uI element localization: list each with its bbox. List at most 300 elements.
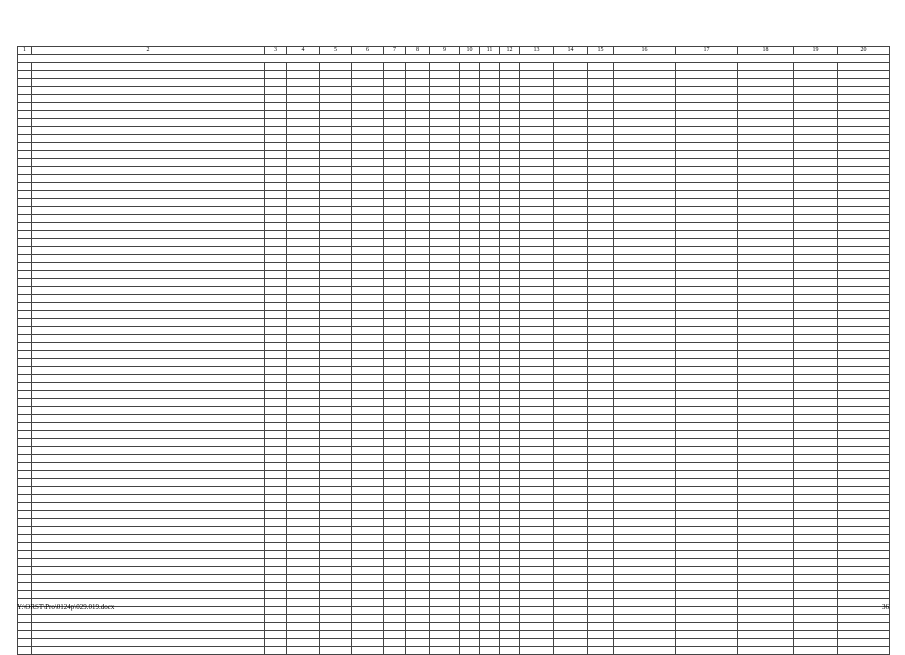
table-cell (520, 391, 554, 399)
table-cell (738, 599, 794, 607)
table-cell (460, 415, 480, 423)
table-cell (838, 479, 890, 487)
table-cell (460, 183, 480, 191)
table-cell (676, 631, 738, 639)
table-cell (352, 471, 384, 479)
table-cell (265, 239, 287, 247)
table-cell (430, 191, 460, 199)
table-cell (406, 567, 430, 575)
table-cell (406, 551, 430, 559)
table-cell (18, 79, 32, 87)
table-cell (352, 247, 384, 255)
table-cell (794, 383, 838, 391)
table-cell (32, 399, 265, 407)
table-cell (738, 231, 794, 239)
table-cell (676, 359, 738, 367)
table-cell (794, 231, 838, 239)
column-number-row (18, 47, 890, 55)
table-cell (480, 551, 500, 559)
table-cell (352, 239, 384, 247)
table-cell (265, 535, 287, 543)
table-cell (614, 415, 676, 423)
table-cell (265, 199, 287, 207)
table-cell (406, 159, 430, 167)
table-cell (287, 319, 320, 327)
table-cell (500, 263, 520, 271)
table-cell (738, 335, 794, 343)
table-cell (676, 255, 738, 263)
table-cell (676, 71, 738, 79)
table-cell (794, 159, 838, 167)
table-cell (32, 447, 265, 455)
table-cell (430, 295, 460, 303)
table-cell (588, 447, 614, 455)
table-cell (18, 495, 32, 503)
table-cell (614, 511, 676, 519)
table-cell (32, 591, 265, 599)
table-cell (384, 527, 406, 535)
table-cell (554, 415, 588, 423)
table-cell (738, 415, 794, 423)
table-cell (406, 143, 430, 151)
table-cell (352, 71, 384, 79)
section-title (18, 55, 890, 63)
table-cell (384, 647, 406, 655)
table-cell (500, 335, 520, 343)
table-cell (738, 551, 794, 559)
table-cell (460, 375, 480, 383)
table-cell (500, 79, 520, 87)
table-cell (287, 151, 320, 159)
table-cell (480, 167, 500, 175)
table-cell (384, 591, 406, 599)
table-cell (406, 255, 430, 263)
table-cell (406, 263, 430, 271)
table-row (18, 159, 890, 167)
table-cell (406, 359, 430, 367)
table-cell (406, 511, 430, 519)
table-cell (480, 367, 500, 375)
table-cell (32, 287, 265, 295)
table-cell (265, 607, 287, 615)
table-cell (794, 279, 838, 287)
table-cell (588, 543, 614, 551)
table-cell (32, 95, 265, 103)
table-cell (794, 319, 838, 327)
table-cell (287, 287, 320, 295)
table-cell (838, 247, 890, 255)
table-cell (554, 199, 588, 207)
table-cell (406, 343, 430, 351)
table-cell (500, 455, 520, 463)
table-row (18, 447, 890, 455)
table-cell (265, 135, 287, 143)
table-cell (460, 503, 480, 511)
table-cell (614, 335, 676, 343)
table-cell (480, 119, 500, 127)
table-cell (520, 303, 554, 311)
table-cell (520, 559, 554, 567)
table-cell (460, 327, 480, 335)
table-cell (352, 319, 384, 327)
table-cell (352, 191, 384, 199)
table-cell (480, 127, 500, 135)
table-cell (676, 375, 738, 383)
table-cell (32, 383, 265, 391)
table-cell (588, 271, 614, 279)
table-cell (520, 431, 554, 439)
table-cell (406, 607, 430, 615)
table-cell (738, 527, 794, 535)
table-cell (384, 111, 406, 119)
table-cell (320, 319, 352, 327)
table-cell (676, 623, 738, 631)
table-cell (32, 215, 265, 223)
table-cell (320, 327, 352, 335)
table-cell (287, 271, 320, 279)
table-cell (480, 495, 500, 503)
table-cell (460, 239, 480, 247)
table-cell (554, 151, 588, 159)
column-number-cell: 16 (614, 47, 676, 55)
table-cell (738, 239, 794, 247)
table-cell (794, 127, 838, 135)
table-cell (384, 583, 406, 591)
table-cell (676, 463, 738, 471)
table-cell (287, 439, 320, 447)
table-cell (614, 167, 676, 175)
table-cell (430, 351, 460, 359)
table-cell (18, 231, 32, 239)
table-cell (352, 303, 384, 311)
table-cell (738, 359, 794, 367)
table-cell (406, 119, 430, 127)
table-cell (18, 215, 32, 223)
table-cell (614, 175, 676, 183)
table-cell (287, 375, 320, 383)
table-cell (588, 503, 614, 511)
table-cell (676, 175, 738, 183)
table-cell (614, 479, 676, 487)
table-cell (430, 439, 460, 447)
table-cell (460, 319, 480, 327)
table-cell (265, 143, 287, 151)
table-cell (676, 95, 738, 103)
table-cell (32, 111, 265, 119)
table-cell (588, 279, 614, 287)
table-cell (32, 407, 265, 415)
table-cell (18, 159, 32, 167)
table-cell (738, 295, 794, 303)
table-cell (738, 519, 794, 527)
table-cell (838, 503, 890, 511)
table-cell (320, 335, 352, 343)
table-cell (287, 367, 320, 375)
table-cell (430, 183, 460, 191)
table-cell (676, 279, 738, 287)
table-cell (18, 295, 32, 303)
table-cell (18, 615, 32, 623)
table-cell (265, 415, 287, 423)
table-cell (287, 471, 320, 479)
table-cell (265, 503, 287, 511)
table-cell (352, 439, 384, 447)
table-cell (265, 151, 287, 159)
table-cell (588, 103, 614, 111)
table-cell (406, 319, 430, 327)
table-cell (614, 599, 676, 607)
table-cell (554, 631, 588, 639)
table-cell (430, 255, 460, 263)
table-cell (794, 407, 838, 415)
table-cell (32, 623, 265, 631)
table-row (18, 407, 890, 415)
table-cell (352, 167, 384, 175)
table-cell (320, 95, 352, 103)
table-cell (794, 79, 838, 87)
table-cell (352, 423, 384, 431)
table-cell (430, 607, 460, 615)
table-cell (384, 607, 406, 615)
table-cell (18, 359, 32, 367)
table-cell (352, 343, 384, 351)
table-cell (838, 391, 890, 399)
table-cell (384, 87, 406, 95)
table-cell (554, 615, 588, 623)
table-cell (18, 239, 32, 247)
table-cell (738, 255, 794, 263)
table-cell (794, 511, 838, 519)
table-cell (406, 463, 430, 471)
table-cell (320, 543, 352, 551)
table-cell (588, 591, 614, 599)
table-cell (676, 615, 738, 623)
table-cell (384, 599, 406, 607)
table-cell (480, 303, 500, 311)
table-cell (480, 463, 500, 471)
table-cell (352, 199, 384, 207)
table-cell (430, 239, 460, 247)
table-cell (430, 199, 460, 207)
table-cell (32, 223, 265, 231)
table-cell (384, 79, 406, 87)
table-cell (287, 567, 320, 575)
table-cell (320, 287, 352, 295)
table-cell (480, 159, 500, 167)
table-cell (32, 615, 265, 623)
table-cell (430, 111, 460, 119)
table-cell (287, 327, 320, 335)
table-cell (480, 327, 500, 335)
table-cell (320, 119, 352, 127)
table-cell (406, 231, 430, 239)
table-cell (554, 143, 588, 151)
table-cell (430, 95, 460, 103)
table-cell (430, 63, 460, 71)
table-cell (520, 615, 554, 623)
table-cell (614, 183, 676, 191)
table-cell (18, 471, 32, 479)
table-cell (430, 343, 460, 351)
column-number-cell: 13 (520, 47, 554, 55)
table-cell (738, 543, 794, 551)
table-cell (460, 447, 480, 455)
table-cell (430, 175, 460, 183)
table-cell (406, 215, 430, 223)
table-cell (738, 607, 794, 615)
table-cell (554, 207, 588, 215)
table-row (18, 151, 890, 159)
table-cell (738, 119, 794, 127)
table-cell (18, 527, 32, 535)
table-cell (460, 591, 480, 599)
table-cell (500, 599, 520, 607)
table-cell (614, 319, 676, 327)
table-cell (588, 535, 614, 543)
table-cell (676, 287, 738, 295)
table-cell (430, 279, 460, 287)
table-cell (738, 559, 794, 567)
table-row (18, 359, 890, 367)
table-row (18, 335, 890, 343)
table-cell (384, 407, 406, 415)
table-cell (554, 303, 588, 311)
table-cell (500, 631, 520, 639)
table-cell (676, 311, 738, 319)
table-cell (406, 519, 430, 527)
table-cell (384, 327, 406, 335)
table-cell (480, 351, 500, 359)
table-cell (588, 423, 614, 431)
table-cell (18, 151, 32, 159)
table-cell (480, 79, 500, 87)
table-cell (460, 135, 480, 143)
table-cell (352, 175, 384, 183)
table-cell (838, 319, 890, 327)
table-cell (18, 583, 32, 591)
table-cell (588, 471, 614, 479)
table-cell (32, 359, 265, 367)
table-cell (480, 95, 500, 103)
table-cell (32, 63, 265, 71)
table-cell (320, 351, 352, 359)
table-cell (838, 127, 890, 135)
table-cell (287, 143, 320, 151)
table-cell (738, 111, 794, 119)
table-cell (480, 111, 500, 119)
table-cell (520, 175, 554, 183)
table-cell (32, 231, 265, 239)
table-cell (500, 279, 520, 287)
table-cell (287, 119, 320, 127)
table-cell (18, 511, 32, 519)
table-cell (794, 431, 838, 439)
table-cell (554, 359, 588, 367)
table-cell (384, 455, 406, 463)
table-cell (520, 127, 554, 135)
table-cell (520, 103, 554, 111)
table-cell (676, 199, 738, 207)
table-cell (265, 583, 287, 591)
table-cell (265, 343, 287, 351)
table-cell (554, 407, 588, 415)
table-cell (18, 207, 32, 215)
table-cell (32, 87, 265, 95)
table-cell (320, 63, 352, 71)
table-cell (320, 359, 352, 367)
table-cell (430, 375, 460, 383)
table-cell (676, 447, 738, 455)
table-cell (406, 383, 430, 391)
table-cell (794, 647, 838, 655)
table-cell (480, 87, 500, 95)
table-cell (320, 271, 352, 279)
table-row (18, 287, 890, 295)
table-cell (406, 311, 430, 319)
table-cell (406, 543, 430, 551)
table-cell (614, 495, 676, 503)
table-cell (794, 63, 838, 71)
table-cell (614, 615, 676, 623)
table-cell (480, 487, 500, 495)
table-cell (18, 287, 32, 295)
table-row (18, 527, 890, 535)
table-cell (406, 127, 430, 135)
table-cell (838, 455, 890, 463)
table-cell (460, 359, 480, 367)
table-cell (838, 543, 890, 551)
table-cell (32, 295, 265, 303)
table-cell (520, 543, 554, 551)
table-cell (676, 399, 738, 407)
table-cell (320, 535, 352, 543)
table-cell (500, 175, 520, 183)
table-row (18, 631, 890, 639)
table-cell (384, 63, 406, 71)
table-cell (18, 415, 32, 423)
table-cell (18, 439, 32, 447)
table-cell (738, 623, 794, 631)
table-cell (676, 351, 738, 359)
table-cell (460, 159, 480, 167)
table-cell (838, 575, 890, 583)
column-number-cell: 6 (352, 47, 384, 55)
table-cell (265, 487, 287, 495)
table-cell (676, 559, 738, 567)
table-cell (406, 391, 430, 399)
table-cell (430, 319, 460, 327)
table-cell (406, 87, 430, 95)
table-cell (430, 223, 460, 231)
column-number-cell: 1 (18, 47, 32, 55)
table-cell (384, 559, 406, 567)
table-cell (614, 255, 676, 263)
table-cell (794, 271, 838, 279)
table-cell (738, 575, 794, 583)
table-cell (738, 279, 794, 287)
table-cell (18, 551, 32, 559)
table-cell (794, 527, 838, 535)
table-cell (838, 135, 890, 143)
table-cell (384, 543, 406, 551)
table-cell (738, 375, 794, 383)
table-cell (500, 191, 520, 199)
table-cell (430, 631, 460, 639)
table-cell (430, 327, 460, 335)
table-cell (460, 231, 480, 239)
table-cell (500, 247, 520, 255)
table-cell (32, 311, 265, 319)
